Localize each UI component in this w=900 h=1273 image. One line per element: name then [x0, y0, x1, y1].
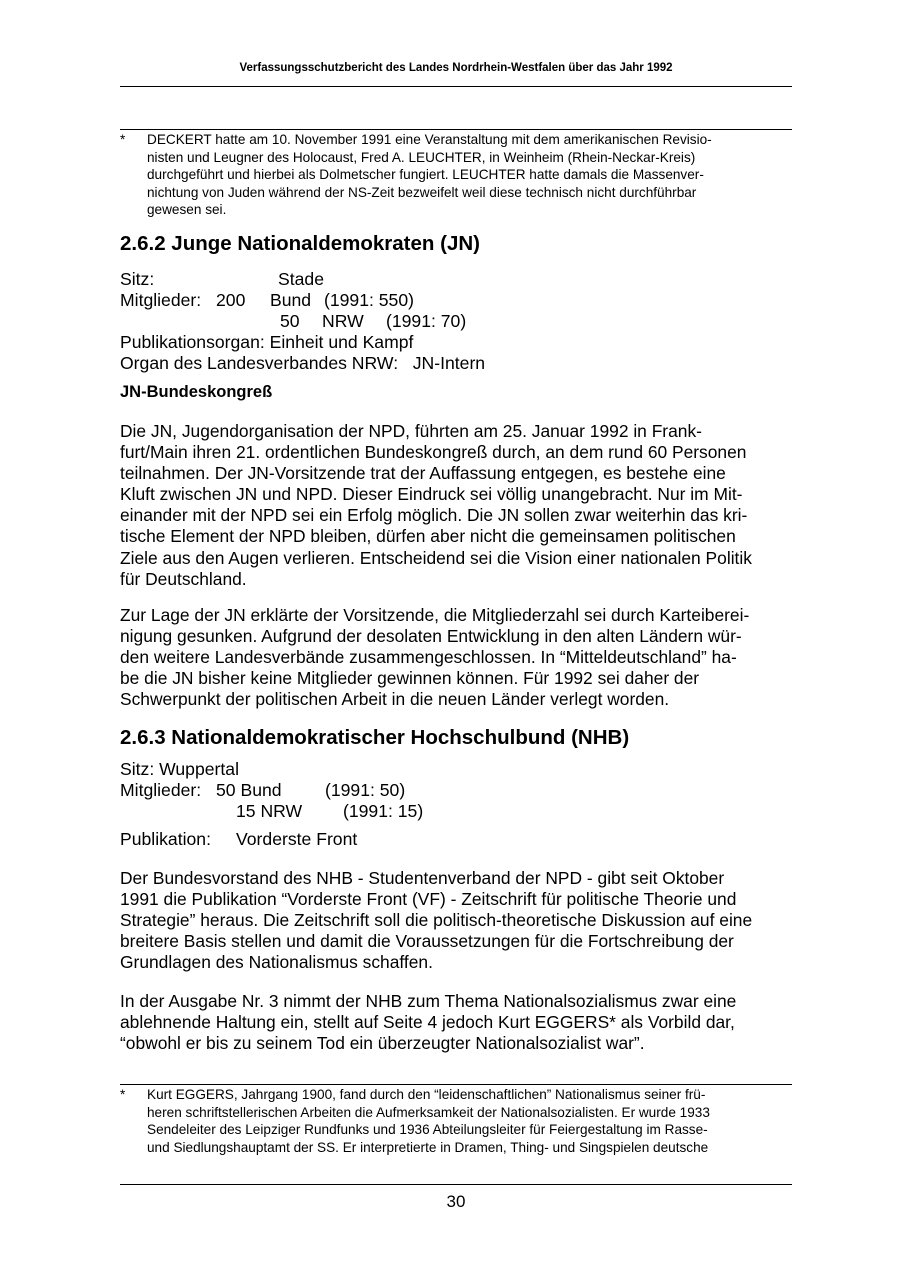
footnote-line: DECKERT hatte am 10. November 1991 eine Veranstaltung mit dem amerikanischen Revisio-: [147, 132, 712, 147]
text-line: furt/Main ihren 21. ordentlichen Bundeskongreß durch, an dem rund 60 Personen: [120, 442, 747, 463]
nhb-mitglieder-row: [120, 780, 520, 801]
text-line: einander mit der NPD sei ein Erfolg möglich. Die JN sollen zwar weiterhin das kri-: [120, 505, 748, 526]
jn-sitz-row: [120, 269, 324, 290]
jn-bund-label: Bund: [270, 290, 312, 310]
jn-nrw-count: 50: [280, 311, 300, 331]
jn-nrw-row: [120, 311, 520, 332]
section-heading-nhb: 2.6.3 Nationaldemokratischer Hochschulbund (NHB): [120, 726, 630, 749]
jn-mitglieder-row: [120, 290, 520, 311]
nhb-nrw-row: [120, 801, 520, 822]
nhb-publikation-label: Publikation:: [120, 829, 211, 849]
text-line: nigung gesunken. Aufgrund der desolaten Entwicklung in den alten Ländern wür-: [120, 626, 742, 647]
text-line: Ziele aus den Augen verlieren. Entscheidend sei die Vision einer nationalen Politik: [120, 547, 752, 568]
text-line: Kluft zwischen JN und NPD. Dieser Eindruck sei völlig unangebracht. Nur im Mit-: [120, 484, 743, 505]
footer-rule: [120, 1184, 792, 1185]
jn-publikation: Publikationsorgan: Einheit und Kampf: [120, 332, 414, 352]
jn-bund-count: 200: [216, 290, 246, 310]
text-line: Strategie” heraus. Die Zeitschrift soll die politisch-theoretische Diskussion auf eine: [120, 910, 753, 931]
footnote-line: nichtung von Juden während der NS-Zeit bezweifelt weil diese technisch nicht durchführbar: [147, 184, 697, 200]
text-line: Der Bundesvorstand des NHB - Studentenverband der NPD - gibt seit Oktober: [120, 868, 725, 888]
nhb-paragraph-2: [120, 991, 782, 1054]
jn-sitz-value: Stade: [278, 269, 324, 289]
jn-organ: Organ des Landesverbandes NRW: JN-Intern: [120, 353, 486, 373]
jn-nrw-label: NRW: [322, 311, 364, 331]
jn-bund-prev: (1991: 550): [324, 290, 414, 310]
text-line: be die JN bisher keine Mitglieder gewinnen können. Für 1992 sei daher der: [120, 668, 700, 689]
jn-sitz-label: Sitz:: [120, 269, 155, 289]
jn-paragraph-1: [120, 421, 782, 590]
nhb-sitz: Sitz: Wuppertal: [120, 759, 239, 779]
text-line: Zur Lage der JN erklärte der Vorsitzende, die Mitgliederzahl sei durch Karteiberei-: [120, 605, 750, 625]
text-line: 1991 die Publikation “Vorderste Front (VF) - Zeitschrift für politische Theorie und: [120, 889, 737, 910]
footnote-marker: *: [120, 132, 126, 147]
jn-nrw-prev: (1991: 70): [386, 311, 467, 331]
text-line: für Deutschland.: [120, 568, 247, 589]
text-line: In der Ausgabe Nr. 3 nimmt der NHB zum Thema Nationalsozialismus zwar eine: [120, 991, 737, 1011]
nhb-paragraph-1: [120, 868, 782, 973]
text-line: breitere Basis stellen und damit die Voraussetzungen für die Fortschreibung der: [120, 931, 734, 952]
nhb-publikation-value: Vorderste Front: [236, 829, 358, 849]
footnote-line: gewesen sei.: [147, 202, 227, 218]
footnote-line: durchgeführt und hierbei als Dolmetscher fungiert. LEUCHTER hatte damals die Massenver-: [147, 167, 704, 183]
jn-paragraph-2: [120, 605, 782, 710]
nhb-bund: 50 Bund: [216, 780, 282, 800]
page-number: 30: [446, 1192, 466, 1211]
text-line: ablehnende Haltung ein, stellt auf Seite 4 jedoch Kurt EGGERS* als Vorbild dar,: [120, 1012, 735, 1033]
text-line: Schwerpunkt der politischen Arbeit in die neuen Länder verlegt worden.: [120, 689, 670, 710]
text-line: “obwohl er bis zu seinem Tod ein überzeugter Nationalsozialist war”.: [120, 1033, 645, 1054]
nhb-mitglieder-label: Mitglieder:: [120, 780, 202, 800]
footnote-top-rule: [120, 129, 792, 130]
footnote-line: Sendeleiter des Leipziger Rundfunks und 1936 Abteilungsleiter für Feiergestaltung im Rasse-: [147, 1122, 708, 1138]
footnote-line: heren schriftstellerischen Arbeiten die Aufmerksamkeit der Nationalsozialisten. Er wurde 1933: [147, 1104, 710, 1120]
section-heading-jn: 2.6.2 Junge Nationaldemokraten (JN): [120, 232, 480, 255]
jn-mitglieder-label: Mitglieder:: [120, 290, 202, 310]
footnote-bottom: [120, 1086, 790, 1156]
nhb-nrw-prev: (1991: 15): [343, 801, 424, 821]
footnote-top: [120, 131, 790, 219]
text-line: teilnahmen. Der JN-Vorsitzende trat der Auffassung entgegen, es bestehe eine: [120, 463, 726, 484]
footnote-marker: *: [120, 1087, 126, 1102]
footnote-bottom-rule: [120, 1084, 792, 1085]
nhb-bund-prev: (1991: 50): [325, 780, 406, 800]
text-line: tische Element der NPD bleiben, dürfen aber nicht die gemeinsamen politischen: [120, 526, 736, 547]
text-line: den weitere Landesverbände zusammengeschlossen. In “Mitteldeutschland” ha-: [120, 647, 737, 668]
subheading-jn-bundeskongress: JN-Bundeskongreß: [120, 383, 273, 401]
footnote-line: Kurt EGGERS, Jahrgang 1900, fand durch den “leidenschaftlichen” Nationalismus seiner frü-: [147, 1087, 706, 1102]
text-line: Die JN, Jugendorganisation der NPD, führten am 25. Januar 1992 in Frank-: [120, 421, 702, 441]
nhb-publikation-row: [120, 829, 520, 850]
footnote-line: nisten und Leugner des Holocaust, Fred A. LEUCHTER, in Weinheim (Rhein-Neckar-Kreis): [147, 149, 696, 165]
header-rule: [120, 86, 792, 87]
footnote-line: und Siedlungshauptamt der SS. Er interpretierte in Dramen, Thing- und Singspielen deutsche: [147, 1139, 709, 1155]
page-header: Verfassungsschutzbericht des Landes Nordrhein-Westfalen über das Jahr 1992: [239, 62, 673, 74]
text-line: Grundlagen des Nationalismus schaffen.: [120, 952, 433, 973]
nhb-nrw: 15 NRW: [236, 801, 303, 821]
